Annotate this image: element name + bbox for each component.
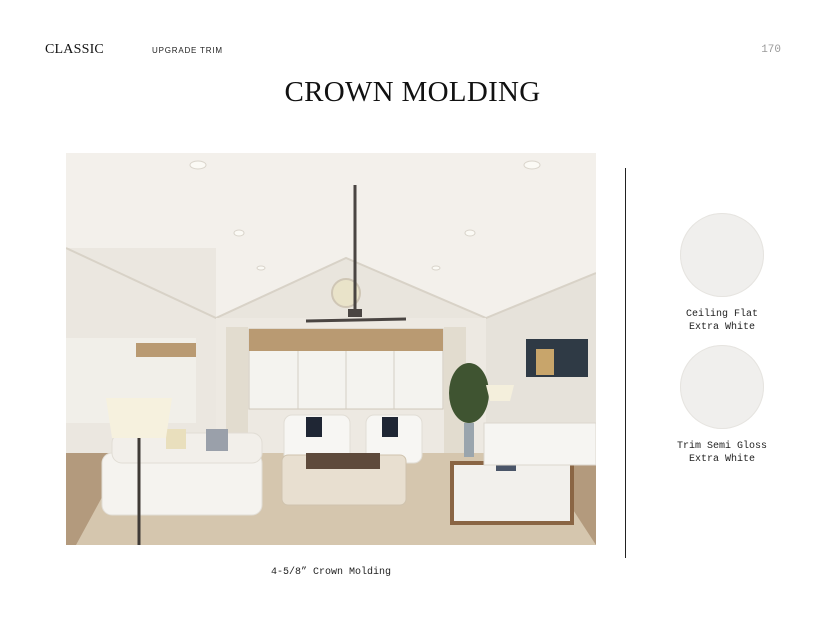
trim-color-swatch — [680, 345, 764, 429]
page-title: CROWN MOLDING — [284, 76, 541, 108]
trim-swatch-line1: Trim Semi Gloss — [676, 441, 767, 452]
page-number: 170 — [761, 44, 781, 56]
ceiling-swatch-line1: Ceiling Flat — [685, 309, 758, 320]
ceiling-swatch-line2: Extra White — [688, 322, 755, 333]
ceiling-swatch-label — [657, 308, 787, 334]
room-photo — [66, 153, 596, 545]
section-label: UPGRADE TRIM — [152, 46, 223, 55]
trim-swatch-label — [657, 440, 787, 466]
ceiling-color-swatch — [680, 213, 764, 297]
vertical-divider — [625, 168, 626, 558]
trim-swatch-line2: Extra White — [688, 454, 755, 465]
photo-caption: 4-5/8” Crown Molding — [270, 567, 392, 578]
brand-label: CLASSIC — [45, 42, 104, 57]
